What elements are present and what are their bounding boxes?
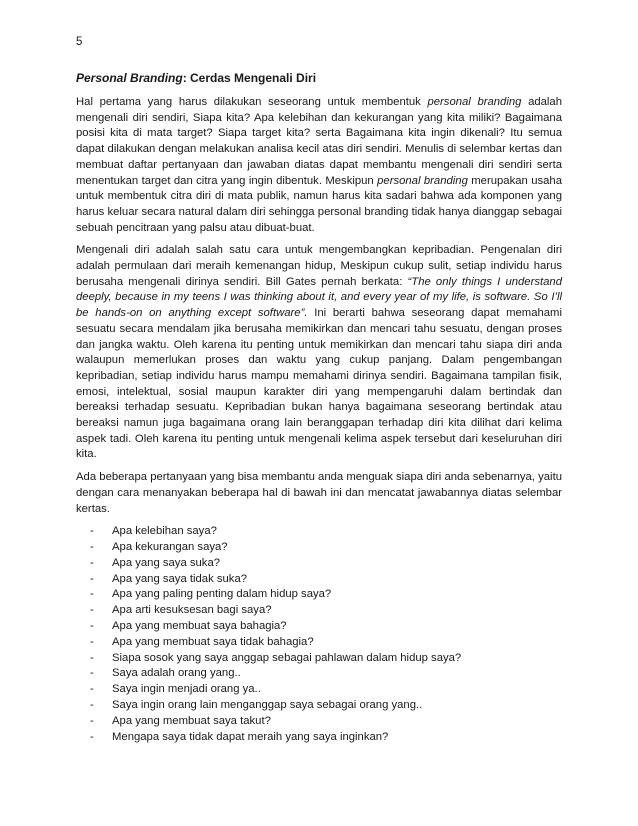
list-item [90, 714, 562, 730]
list-item-text: Apa yang membuat saya takut? [112, 714, 271, 727]
list-item [90, 666, 562, 682]
p1-text-e: merupakan usaha untuk membentuk citra diri di mata publik, namun harus kita sadari bahwa ada komponen yang harus keluar secara natural dalam diri sehingga personal branding tidak hanya dianggap sebagai sebuah pencitraan yang palsu atau dibuat-buat. [76, 174, 562, 234]
list-item [90, 540, 562, 556]
list-item-text: Apa kekurangan saya? [112, 541, 228, 554]
list-item-text: Apa yang membuat saya tidak bahagia? [112, 635, 314, 648]
list-item-text: Apa yang saya suka? [112, 556, 221, 569]
list-dash: - [90, 714, 94, 727]
list-dash: - [90, 620, 94, 633]
list-item [90, 556, 562, 572]
list-dash: - [90, 604, 94, 617]
p1-text-a: Hal pertama yang harus dilakukan seseorang untuk membentuk [76, 96, 428, 108]
bill-gates-quote: “The only things I understand deeply, because in my teens I was thinking about it, and every year of my life, is software. So I’ll be hands-on on anything except software”. [76, 275, 562, 320]
paragraph-1 [76, 95, 562, 236]
list-dash: - [90, 556, 94, 569]
list-dash: - [90, 572, 94, 585]
list-item-text: Saya ingin menjadi orang ya.. [112, 683, 261, 696]
list-item [90, 651, 562, 667]
list-dash: - [90, 635, 94, 648]
question-list [76, 524, 562, 745]
list-item-text: Apa yang membuat saya bahagia? [112, 620, 287, 633]
list-item-text: Apa yang saya tidak suka? [112, 572, 248, 585]
list-dash: - [90, 541, 94, 554]
list-dash: - [90, 667, 94, 680]
list-item-text: Apa arti kesuksesan bagi saya? [112, 604, 272, 617]
list-dash: - [90, 730, 94, 743]
list-item [90, 572, 562, 588]
p1-text-c: adalah mengenali diri sendiri, Siapa kita? Apa kelebihan dan kekurangan yang kita miliki? Bagaimana posisi kita di mata target? Siapa target kita? serta Bagaimana kita ingin dikenali? Itu semua dapat dilakukan dengan melakukan analisa kecil atas diri sendiri. Menulis di selembar kertas dan membuat daftar pertanyaan dan jawaban diatas dapat membantu mengenali diri sendiri serta menentukan target dan citra yang ingin dibentuk. Meskipun [76, 96, 562, 187]
page-number: 5 [76, 36, 83, 48]
list-dash: - [90, 651, 94, 664]
list-item [90, 698, 562, 714]
list-item-text: Apa yang paling penting dalam hidup saya? [112, 588, 332, 601]
list-dash: - [90, 683, 94, 696]
list-item [90, 682, 562, 698]
list-item [90, 619, 562, 635]
list-item-text: Apa kelebihan saya? [112, 525, 217, 538]
list-item [90, 603, 562, 619]
list-item-text: Saya adalah orang yang.. [112, 667, 241, 680]
list-dash: - [90, 699, 94, 712]
list-item [90, 730, 562, 746]
list-item [90, 587, 562, 603]
p2-text-a: Mengenali diri adalah salah satu cara untuk mengembangkan kepribadian. Pengenalan diri adalah permulaan dari meraih kemenangan hidup, Meskipun cukup sulit, setiap individu harus berusaha mengenali dirinya sendiri. Bill Gates pernah berkata: [76, 244, 562, 288]
p1-italic-d: personal branding [377, 174, 468, 187]
list-dash: - [90, 525, 94, 538]
list-item-text: Saya ingin orang lain menganggap saya sebagai orang yang.. [112, 699, 423, 712]
list-item-text: Siapa sosok yang saya anggap sebagai pahlawan dalam hidup saya? [112, 651, 462, 664]
p2-text-c: Ini berarti bahwa seseorang dapat memahami sesuatu secara mendalam jika berusaha memikirkan dan mencari tahu sesuatu, dengan proses dan jangka waktu. Oleh karena itu penting untuk memikirkan dan mencari tahu siapa diri anda walaupun memerlukan proses dan waktu yang cukup panjang. Dalam pengembangan kepribadian, setiap individu harus mampu memahami dirinya sendiri. Bagaimana tampilan fisik, emosi, intelektual, sosial maupun karakter diri yang mempengaruhi dalam bertindak dan bereaksi terhadap sesuatu. Kepribadian bukan hanya bagaimana seseorang bertindak atau bereaksi namun juga bagaimana orang lain beranggapan terhadap diri kita dilihat dari kelima aspek tadi. Oleh karena itu penting untuk mengenali kelima aspek tersebut dari keseluruhan diri kita. [76, 307, 562, 461]
list-item [90, 524, 562, 540]
paragraph-3: Ada beberapa pertanyaan yang bisa membantu anda menguak siapa diri anda sebenarnya, yaitu dengan cara menanyakan beberapa hal di bawah ini dan mencatat jawabannya diatas selembar kertas. [76, 471, 562, 515]
heading-italic: Personal Branding [76, 71, 183, 85]
p1-italic-b: personal branding [427, 96, 522, 108]
paragraph-2 [76, 243, 562, 463]
list-dash: - [90, 588, 94, 601]
list-item-text: Mengapa saya tidak dapat meraih yang saya inginkan? [112, 730, 389, 743]
list-item [90, 635, 562, 651]
section-heading [76, 71, 562, 86]
heading-rest: : Cerdas Mengenali Diri [182, 71, 317, 85]
